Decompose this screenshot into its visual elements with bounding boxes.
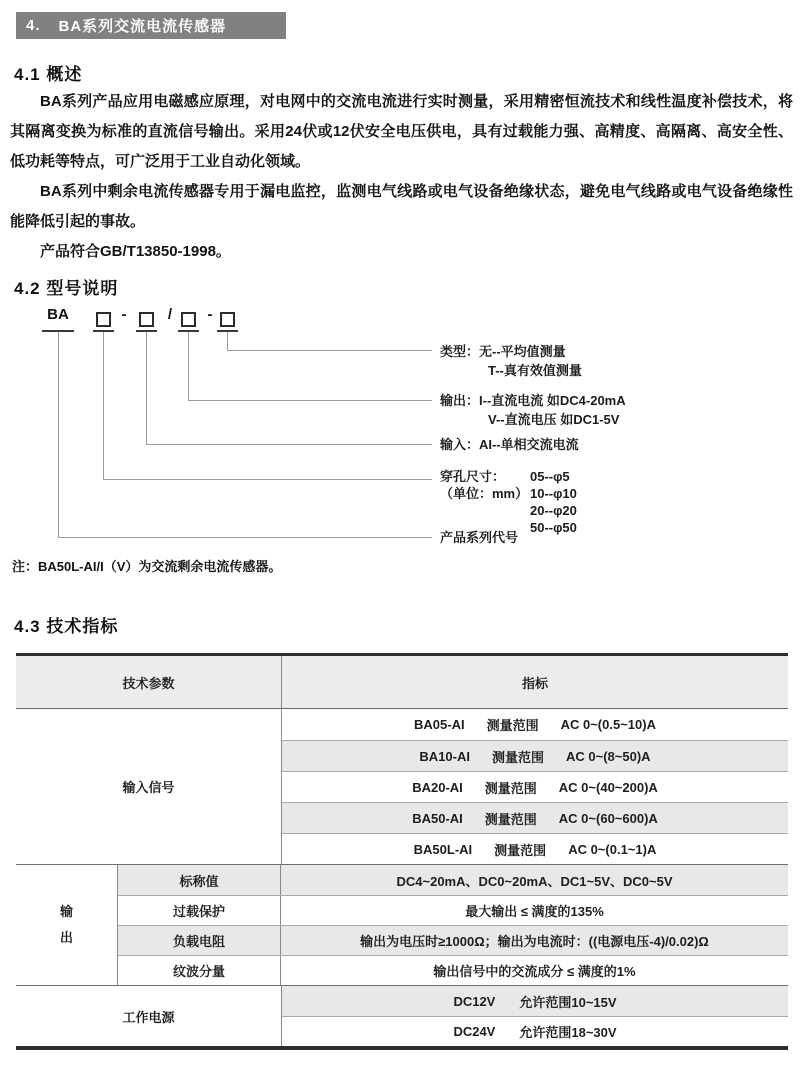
- param-name: 测量范围: [484, 780, 537, 796]
- table-row: [118, 925, 788, 955]
- model-code-box-4: [220, 312, 235, 327]
- input-label: 输入：AI--单相交流电流: [440, 437, 579, 452]
- output-rows: [118, 865, 788, 985]
- header-cell-index: 指标: [521, 675, 548, 691]
- overview-paragraph-3: 产品符合GB/T13850-1998。: [40, 243, 231, 260]
- table-row: [282, 709, 788, 740]
- leader-hole-hline: [103, 479, 432, 480]
- output-label-line2: V--直流电压 如DC1-5V: [488, 412, 620, 427]
- power-rows: [282, 986, 788, 1046]
- spec-name: 负载电阻: [118, 926, 281, 955]
- voltage-value: DC12V: [453, 993, 496, 1009]
- spec-value: 最大输出 ≤ 满度的135%: [465, 904, 604, 919]
- hole-size-caption: 穿孔尺寸： （单位：mm）: [440, 469, 529, 501]
- input-signal-label: 输入信号: [16, 709, 282, 864]
- output-label-line1: 输出：I--直流电流 如DC4-20mA: [440, 393, 626, 408]
- leader-hole-vline: [103, 332, 104, 479]
- leader-input-vline: [146, 332, 147, 444]
- model-code-box-2: [139, 312, 154, 327]
- model-prefix: BA: [47, 306, 69, 323]
- allowed-range: 允许范围18~30V: [519, 1025, 617, 1040]
- leader-type-vline: [227, 332, 228, 350]
- header-cell-parameter: 技术参数: [16, 656, 282, 708]
- type-label: [440, 342, 582, 380]
- model-name: BA50L-AI: [413, 841, 473, 857]
- model-name: BA20-AI: [412, 779, 463, 795]
- input-signal-rows: [282, 709, 788, 864]
- spec-table-header: [16, 656, 788, 708]
- table-row: [118, 895, 788, 925]
- param-name: 测量范围: [484, 811, 537, 827]
- table-row: [282, 740, 788, 771]
- spec-name: 标称值: [118, 865, 281, 895]
- specs-heading: 4.3 技术指标: [14, 617, 119, 636]
- range-value: AC 0~(8~50)A: [566, 748, 651, 764]
- leader-output-vline: [188, 332, 189, 400]
- leader-type-hline: [227, 350, 432, 351]
- output-section: [16, 864, 788, 985]
- hole-size-options: [530, 468, 577, 536]
- output-label: [440, 391, 626, 429]
- leader-series-vline: [58, 332, 59, 537]
- overview-paragraph-1: BA系列产品应用电磁感应原理，对电网中的交流电流进行实时测量，采用精密恒流技术和线性温度补偿技术，将其隔离变换为标准的直流信号输出。采用24伏或12伏安全电压供电，具有过载能力强、高精度、高隔离、高安全性、低功耗等特点，可广泛用于工业自动化领域。: [10, 93, 793, 170]
- model-note: 注：BA50L-AI/I（V）为交流剩余电流传感器。: [12, 559, 282, 574]
- section-title: BA系列交流电流传感器: [58, 18, 227, 35]
- series-label: 产品系列代号: [440, 530, 519, 545]
- spec-name: 过载保护: [118, 896, 281, 925]
- model-name: BA10-AI: [419, 748, 470, 764]
- voltage-value: DC24V: [453, 1024, 496, 1039]
- model-code-box-3: [181, 312, 196, 327]
- spec-table: [16, 653, 788, 1050]
- table-row: [282, 771, 788, 802]
- param-name: 测量范围: [486, 718, 539, 733]
- table-row: [282, 986, 788, 1016]
- leader-input-hline: [146, 444, 432, 445]
- leader-series-hline: [58, 537, 432, 538]
- spec-value: 输出信号中的交流成分 ≤ 满度的1%: [433, 964, 636, 979]
- spec-value: DC4~20mA、DC0~20mA、DC1~5V、DC0~5V: [396, 873, 673, 889]
- type-label-line1: 类型：无--平均值测量: [440, 344, 566, 359]
- hole-size-option-1: 05--φ5: [530, 469, 570, 484]
- model-separator-3: -: [207, 306, 213, 323]
- model-code-box-1: [96, 312, 111, 327]
- leader-output-hline: [188, 400, 432, 401]
- power-label-cell: 工作电源: [16, 986, 282, 1046]
- overview-text: [10, 87, 793, 267]
- input-signal-section: [16, 708, 788, 864]
- table-row: [118, 955, 788, 985]
- hole-size-option-4: 50--φ50: [530, 520, 577, 535]
- section-number: 4.: [26, 17, 41, 34]
- model-separator-2: /: [167, 306, 173, 323]
- range-value: AC 0~(0.1~1)A: [568, 841, 657, 857]
- model-name: BA05-AI: [414, 717, 465, 732]
- param-name: 测量范围: [492, 749, 545, 765]
- range-value: AC 0~(40~200)A: [558, 779, 658, 795]
- type-label-line2: T--真有效值测量: [488, 363, 582, 378]
- range-value: AC 0~(60~600)A: [558, 810, 658, 826]
- spec-name: 纹波分量: [118, 956, 281, 985]
- overview-heading: 4.1 概述: [14, 65, 83, 84]
- spec-value: 输出为电压时≥1000Ω；输出为电流时：((电源电压-4)/0.02)Ω: [360, 934, 709, 949]
- table-row: [282, 802, 788, 833]
- range-value: AC 0~(0.5~10)A: [560, 717, 656, 732]
- hole-size-label: [440, 468, 577, 536]
- hole-size-option-2: 10--φ10: [530, 486, 577, 501]
- overview-paragraph-2: BA系列中剩余电流传感器专用于漏电监控，监测电气线路或电气设备绝缘状态，避免电气线路或电气设备绝缘性能降低引起的事故。: [10, 183, 793, 230]
- model-name: BA50-AI: [412, 810, 463, 826]
- hole-size-option-3: 20--φ20: [530, 503, 577, 518]
- param-name: 测量范围: [494, 842, 547, 858]
- model-heading: 4.2 型号说明: [14, 279, 119, 298]
- allowed-range: 允许范围10~15V: [519, 994, 617, 1010]
- model-code-diagram: [0, 300, 800, 552]
- table-row: [282, 833, 788, 864]
- output-label-cell: 输 出: [16, 865, 118, 985]
- model-separator-1: -: [121, 306, 127, 323]
- power-section: [16, 985, 788, 1046]
- section-title-bar: [16, 12, 286, 39]
- table-row: [282, 1016, 788, 1046]
- table-row: [118, 865, 788, 895]
